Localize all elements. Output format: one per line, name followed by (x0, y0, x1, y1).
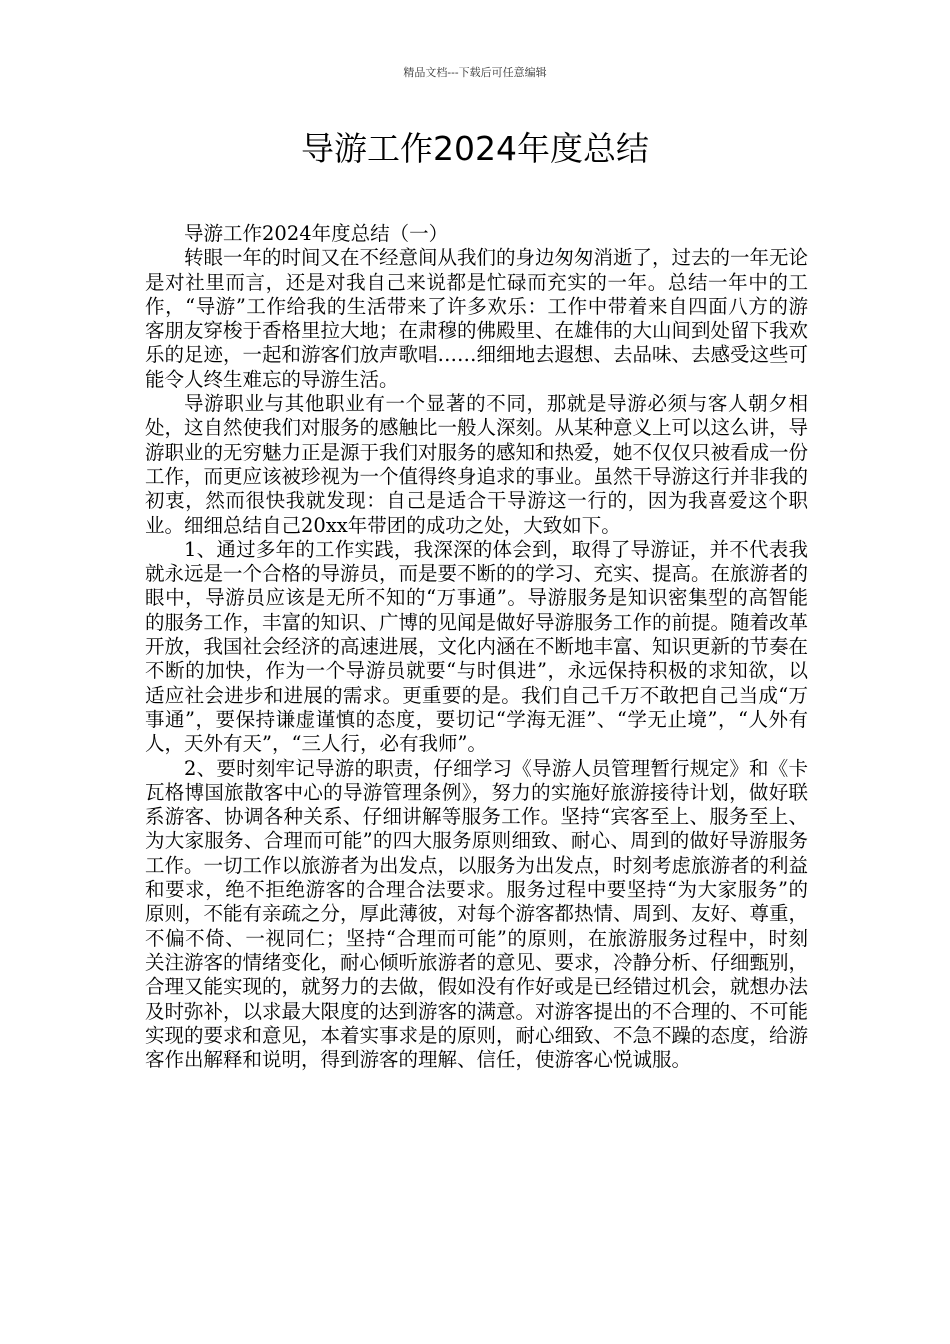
paragraph: 转眼一年的时间又在不经意间从我们的身边匆匆消逝了，过去的一年无论是对社里而言，还是对我自己来说都是忙碌而充实的一年。总结一年中的工作，“导游”工作给我的生活带来了许多欢乐：工作中带着来自四面八方的游客朋友穿梭于香格里拉大地；在肃穆的佛殿里、在雄伟的大山间到处留下我欢乐的足迹，一起和游客们放声歌唱……细细地去遐想、去品味、去感受这些可能令人终生难忘的导游生活。 (145, 246, 809, 391)
paragraph: 2、要时刻牢记导游的职责，仔细学习《导游人员管理暂行规定》和《卡瓦格博国旅散客中心的导游管理条例》，努力的实施好旅游接待计划，做好联系游客、协调各种关系、仔细讲解等服务工作。坚持“宾客至上、服务至上、为大家服务、合理而可能”的四大服务原则细致、耐心、周到的做好导游服务工作。一切工作以旅游者为出发点，以服务为出发点，时刻考虑旅游者的利益和要求，绝不拒绝游客的合理合法要求。服务过程中要坚持“为大家服务”的原则，不能有亲疏之分，厚此薄彼，对每个游客都热情、周到、友好、尊重，不偏不倚、一视同仁；坚持“合理而可能”的原则，在旅游服务过程中，时刻关注游客的情绪变化，耐心倾听旅游者的意见、要求，冷静分析、仔细甄别，合理又能实现的，就努力的去做，假如没有作好或是已经错过机会，就想办法及时弥补，以求最大限度的达到游客的满意。对游客提出的不合理的、不可能实现的要求和意见，本着实事求是的原则，耐心细致、不急不躁的态度，给游客作出解释和说明，得到游客的理解、信任，使游客心悦诚服。 (145, 756, 809, 1072)
document-title: 导游工作2024年度总结 (301, 129, 649, 168)
document-body (145, 222, 808, 1072)
paragraph: 1、通过多年的工作实践，我深深的体会到，取得了导游证，并不代表我就永远是一个合格的导游员，而是要不断的的学习、充实、提高。在旅游者的眼中，导游员应该是无所不知的“万事通”。导游服务是知识密集型的高智能的服务工作，丰富的知识、广博的见闻是做好导游服务工作的前提。随着改革开放，我国社会经济的高速进展，文化内涵在不断地丰富、知识更新的节奏在不断的加快，作为一个导游员就要“与时俱进”，永远保持积极的求知欲，以适应社会进步和进展的需求。更重要的是。我们自己千万不敢把自己当成“万事通”，要保持谦虚谨慎的态度，要切记“学海无涯”、“学无止境”，“人外有人，天外有天”，“三人行，必有我师”。 (145, 537, 809, 756)
paragraph: 导游职业与其他职业有一个显著的不同，那就是导游必须与客人朝夕相处，这自然使我们对服务的感触比一般人深刻。从某种意义上可以这么讲，导游职业的无穷魅力正是源于我们对服务的感知和热爱，她不仅仅只被看成一份工作，而更应该被珍视为一个值得终身追求的事业。虽然干导游这行并非我的初衷，然而很快我就发现：自己是适合干导游这一行的，因为我喜爱这个职业。细细总结自己20xx年带团的成功之处，大致如下。 (145, 392, 809, 537)
header-note: 精品文档---下载后可任意编辑 (403, 66, 547, 79)
section-heading: 导游工作2024年度总结（一） (184, 222, 449, 245)
